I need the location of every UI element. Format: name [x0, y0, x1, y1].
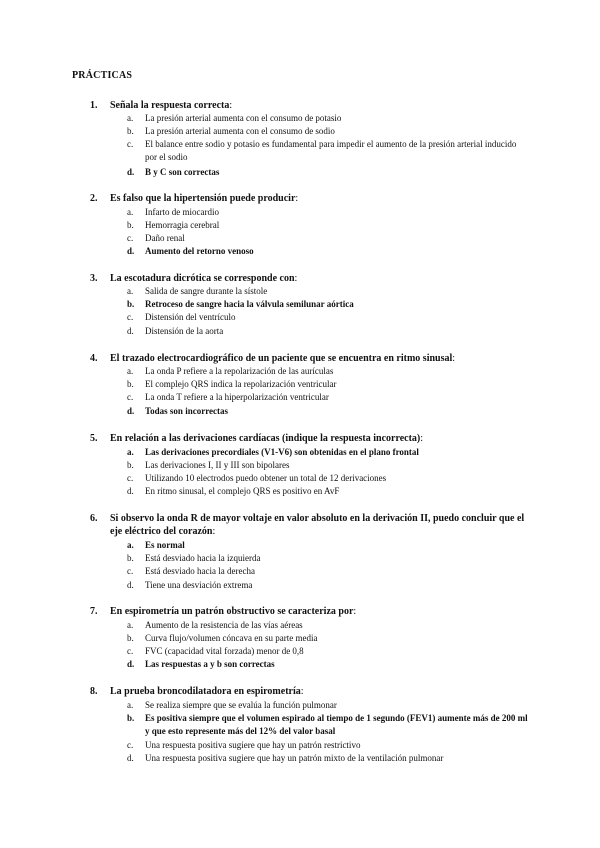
question-number: 1. — [90, 100, 98, 111]
question-7-stem: 7. En espirometría un patrón obstructivo se caracteriza por: — [90, 606, 357, 617]
question-4-option-c: c. La onda T refiere a la hiperpolarización ventricular — [127, 392, 329, 402]
question-text: La prueba broncodilatadora en espirometría — [110, 686, 301, 697]
question-6-option-c: c. Está desviado hacia la derecha — [127, 566, 255, 576]
question-2-option-b: b. Hemorragia cerebral — [127, 220, 220, 230]
question-text: En espirometría un patrón obstructivo se caracteriza por — [110, 606, 354, 617]
question-8-option-d: d. Una respuesta positiva sugiere que hay un patrón mixto de la ventilación pulmonar — [127, 753, 444, 763]
question-text: Es falso que la hipertensión puede producir — [110, 193, 296, 204]
question-4-option-d: d. Todas son incorrectas — [127, 406, 229, 416]
question-3-option-d: d. Distensión de la aorta — [127, 326, 224, 336]
question-8-option-a: a. Se realiza siempre que se evalúa la función pulmonar — [127, 700, 337, 710]
question-text: Señala la respuesta correcta — [110, 100, 230, 111]
question-number: 8. — [90, 686, 98, 697]
question-4-stem: 4. El trazado electrocardiográfico de un paciente que se encuentra en ritmo sinusal: — [90, 353, 456, 364]
question-2-stem: 2. Es falso que la hipertensión puede producir: — [90, 193, 299, 204]
question-1-option-b: b. La presión arterial aumenta con el consumo de sodio — [127, 126, 335, 136]
question-text: Si observo la onda R de mayor voltaje en valor absoluto en la derivación II, puedo concluir que el eje eléctrico del corazón — [110, 513, 525, 537]
question-number: 4. — [90, 353, 98, 364]
question-number: 5. — [90, 433, 98, 444]
question-8-option-c: c. Una respuesta positiva sugiere que hay un patrón restrictivo — [127, 740, 361, 750]
question-7-option-d: d. Las respuestas a y b son correctas — [127, 659, 275, 669]
question-5-option-a: a. Las derivaciones precordiales (V1-V6) son obtenidas en el plano frontal — [127, 447, 419, 457]
question-number: 3. — [90, 273, 98, 284]
question-7-option-c: c. FVC (capacidad vital forzada) menor de 0,8 — [127, 646, 304, 656]
question-2-option-c: c. Daño renal — [127, 233, 185, 243]
question-text: La escotadura dicrótica se corresponde con — [110, 273, 295, 284]
question-5-option-c: c. Utilizando 10 electrodos puedo obtener un total de 12 derivaciones — [127, 473, 387, 483]
question-6-stem: 6. Si observo la onda R de mayor voltaje en valor absoluto en la derivación II, puedo concluir que el eje eléctrico del corazón: — [90, 513, 525, 537]
question-4-option-b: b. El complejo QRS indica la repolarización ventricular — [127, 379, 337, 389]
question-1-option-d: d. B y C son correctas — [127, 167, 220, 177]
question-text: El trazado electrocardiográfico de un paciente que se encuentra en ritmo sinusal — [110, 353, 453, 364]
question-6-option-a: a. Es normal — [127, 540, 185, 550]
question-2-option-a: a. Infarto de miocardio — [127, 207, 219, 217]
question-number: 7. — [90, 606, 98, 617]
question-3-option-a: a. Salida de sangre durante la sístole — [127, 286, 268, 296]
question-4-option-a: a. La onda P refiere a la repolarización de las aurículas — [127, 366, 334, 376]
question-8-stem: 8. La prueba broncodilatadora en espirometría: — [90, 686, 304, 697]
question-5-option-d: d. En ritmo sinusal, el complejo QRS es positivo en AvF — [127, 486, 340, 496]
question-1-option-a: a. La presión arterial aumenta con el consumo de potasio — [127, 113, 342, 123]
question-6-option-d: d. Tiene una desviación extrema — [127, 580, 253, 590]
question-7-option-b: b. Curva flujo/volumen cóncava en su parte media — [127, 633, 318, 643]
question-3-option-c: c. Distensión del ventrículo — [127, 312, 236, 322]
page-title: PRÁCTICAS — [72, 70, 133, 81]
question-number: 6. — [90, 513, 98, 524]
question-1-option-c: c. El balance entre sodio y potasio es fundamental para impedir el aumento de la presión arterial inducido por el sodio — [127, 139, 517, 162]
question-5-option-b: b. Las derivaciones I, II y III son bipolares — [127, 460, 290, 470]
question-7-option-a: a. Aumento de la resistencia de las vías aéreas — [127, 620, 303, 630]
question-3-stem: 3. La escotadura dicrótica se corresponde con: — [90, 273, 298, 284]
question-1-stem: 1. Señala la respuesta correcta: — [90, 100, 233, 111]
question-5-stem: 5. En relación a las derivaciones cardíacas (indique la respuesta incorrecta): — [90, 433, 424, 444]
question-number: 2. — [90, 193, 98, 204]
question-2-option-d: d. Aumento del retorno venoso — [127, 246, 254, 256]
question-8-option-b: b. Es positiva siempre que el volumen espirado al tiempo de 1 segundo (FEV1) aumente más de 200 ml y que esto represente más del 12% del valor basal — [127, 713, 528, 736]
question-3-option-b: b. Retroceso de sangre hacia la válvula semilunar aórtica — [127, 299, 354, 309]
question-6-option-b: b. Está desviado hacia la izquierda — [127, 553, 261, 563]
question-text: En relación a las derivaciones cardíacas (indique la respuesta incorrecta) — [110, 433, 421, 444]
